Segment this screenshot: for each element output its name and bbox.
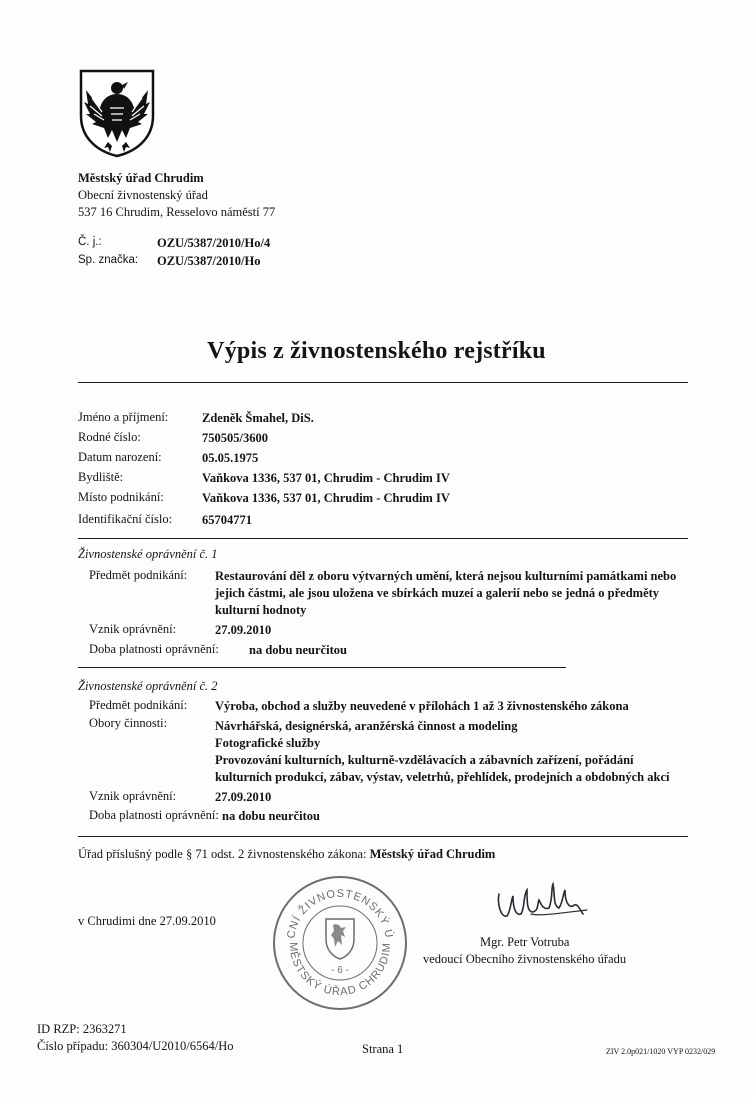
page-number: Strana 1	[362, 1042, 404, 1056]
license1-divider	[78, 667, 566, 668]
license2-subject-value: Výroba, obchod a služby neuvedené v přílohách 1 až 3 živnostenského zákona	[215, 699, 629, 713]
signature	[493, 880, 593, 930]
license2-field-line1: Návrhářská, designérská, aranžérská činnost a modeling	[215, 719, 518, 733]
name-value: Zdeněk Šmahel, DiS.	[202, 411, 314, 425]
license2-subject-label: Předmět podnikání:	[89, 698, 188, 712]
dob-label: Datum narození:	[78, 450, 162, 464]
title-divider	[78, 382, 688, 383]
business-label: Místo podnikání:	[78, 490, 164, 504]
license1-subject-line3: kulturní hodnoty	[215, 603, 307, 617]
license2-fields-label: Obory činnosti:	[89, 716, 168, 730]
residence-value: Vaňkova 1336, 537 01, Chrudim - Chrudim IV	[202, 471, 450, 485]
id-value: 65704771	[202, 513, 252, 527]
birthnum-label: Rodné číslo:	[78, 430, 141, 444]
license2-validity-value: na dobu neurčitou	[222, 809, 320, 823]
license1-origin-value: 27.09.2010	[215, 623, 272, 637]
name-label: Jméno a příjmení:	[78, 410, 169, 424]
license2-validity-label: Doba platnosti oprávnění:	[89, 808, 219, 822]
coat-of-arms-logo	[78, 68, 156, 158]
signer-title: vedoucí Obecního živnostenského úřadu	[423, 952, 627, 966]
file-value: OZU/5387/2010/Ho	[157, 254, 261, 268]
residence-label: Bydliště:	[78, 470, 124, 484]
license1-origin-label: Vznik oprávnění:	[89, 622, 177, 636]
birthnum-value: 750505/3600	[202, 431, 268, 445]
department-name: Obecní živnostenský úřad	[78, 188, 208, 202]
authority-name: Městský úřad Chrudim	[369, 847, 496, 861]
stamp-text-bottom: MĚSTSKÝ ÚŘAD CHRUDIM	[286, 941, 394, 999]
license1-validity-value: na dobu neurčitou	[249, 643, 347, 657]
license2-field-line2: Fotografické služby	[215, 736, 321, 750]
place-date: v Chrudimi dne 27.09.2010	[78, 914, 216, 928]
license1-subject-line2: jejich částmi, ale jsou uložena ve sbírkách muzeí a galerií nebo se jedná o předměty	[215, 586, 660, 600]
license1-subject-label: Předmět podnikání:	[89, 568, 188, 582]
authority-text: Úřad příslušný podle § 71 odst. 2 živnostenského zákona:	[78, 847, 367, 861]
license2-field-line4: kulturních produkcí, zábav, výstav, veletrhů, přehlídek, prodejních a obdobných akcí	[215, 770, 670, 784]
person-divider	[78, 538, 688, 539]
stamp-number: - 6 -	[331, 965, 349, 976]
ref-value: OZU/5387/2010/Ho/4	[157, 236, 271, 250]
license2-divider	[78, 836, 688, 837]
stamp-text-top: CNÍ ŽIVNOSTENSKÝ Ú	[285, 887, 395, 940]
license1-subject-line1: Restaurování děl z oboru výtvarných umění, která nejsou kulturními památkami nebo	[215, 569, 677, 583]
rzp-id: ID RZP: 2363271	[37, 1022, 127, 1036]
page-title: Výpis z živnostenského rejstříku	[207, 338, 546, 364]
file-label: Sp. značka:	[78, 254, 139, 266]
dob-value: 05.05.1975	[202, 451, 259, 465]
license1-heading: Živnostenské oprávnění č. 1	[78, 547, 218, 561]
license2-field-line3: Provozování kulturních, kulturně-vzdělávacích a zábavních zařízení, pořádání	[215, 753, 634, 767]
license1-validity-label: Doba platnosti oprávnění:	[89, 642, 219, 656]
id-label: Identifikační číslo:	[78, 512, 173, 526]
case-number: Číslo případu: 360304/U2010/6564/Ho	[37, 1039, 234, 1053]
license2-origin-label: Vznik oprávnění:	[89, 789, 177, 803]
ref-label: Č. j.:	[78, 236, 102, 248]
form-code: ZIV 2.0p021/1020 VYP 0232/029	[606, 1047, 716, 1056]
office-address: 537 16 Chrudim, Resselovo náměstí 77	[78, 205, 276, 219]
signer-name: Mgr. Petr Votruba	[480, 935, 570, 949]
license2-heading: Živnostenské oprávnění č. 2	[78, 679, 218, 693]
official-stamp	[270, 873, 410, 1013]
license2-origin-value: 27.09.2010	[215, 790, 272, 804]
business-value: Vaňkova 1336, 537 01, Chrudim - Chrudim IV	[202, 491, 450, 505]
office-name: Městský úřad Chrudim	[78, 171, 204, 185]
authority-line	[78, 846, 495, 862]
